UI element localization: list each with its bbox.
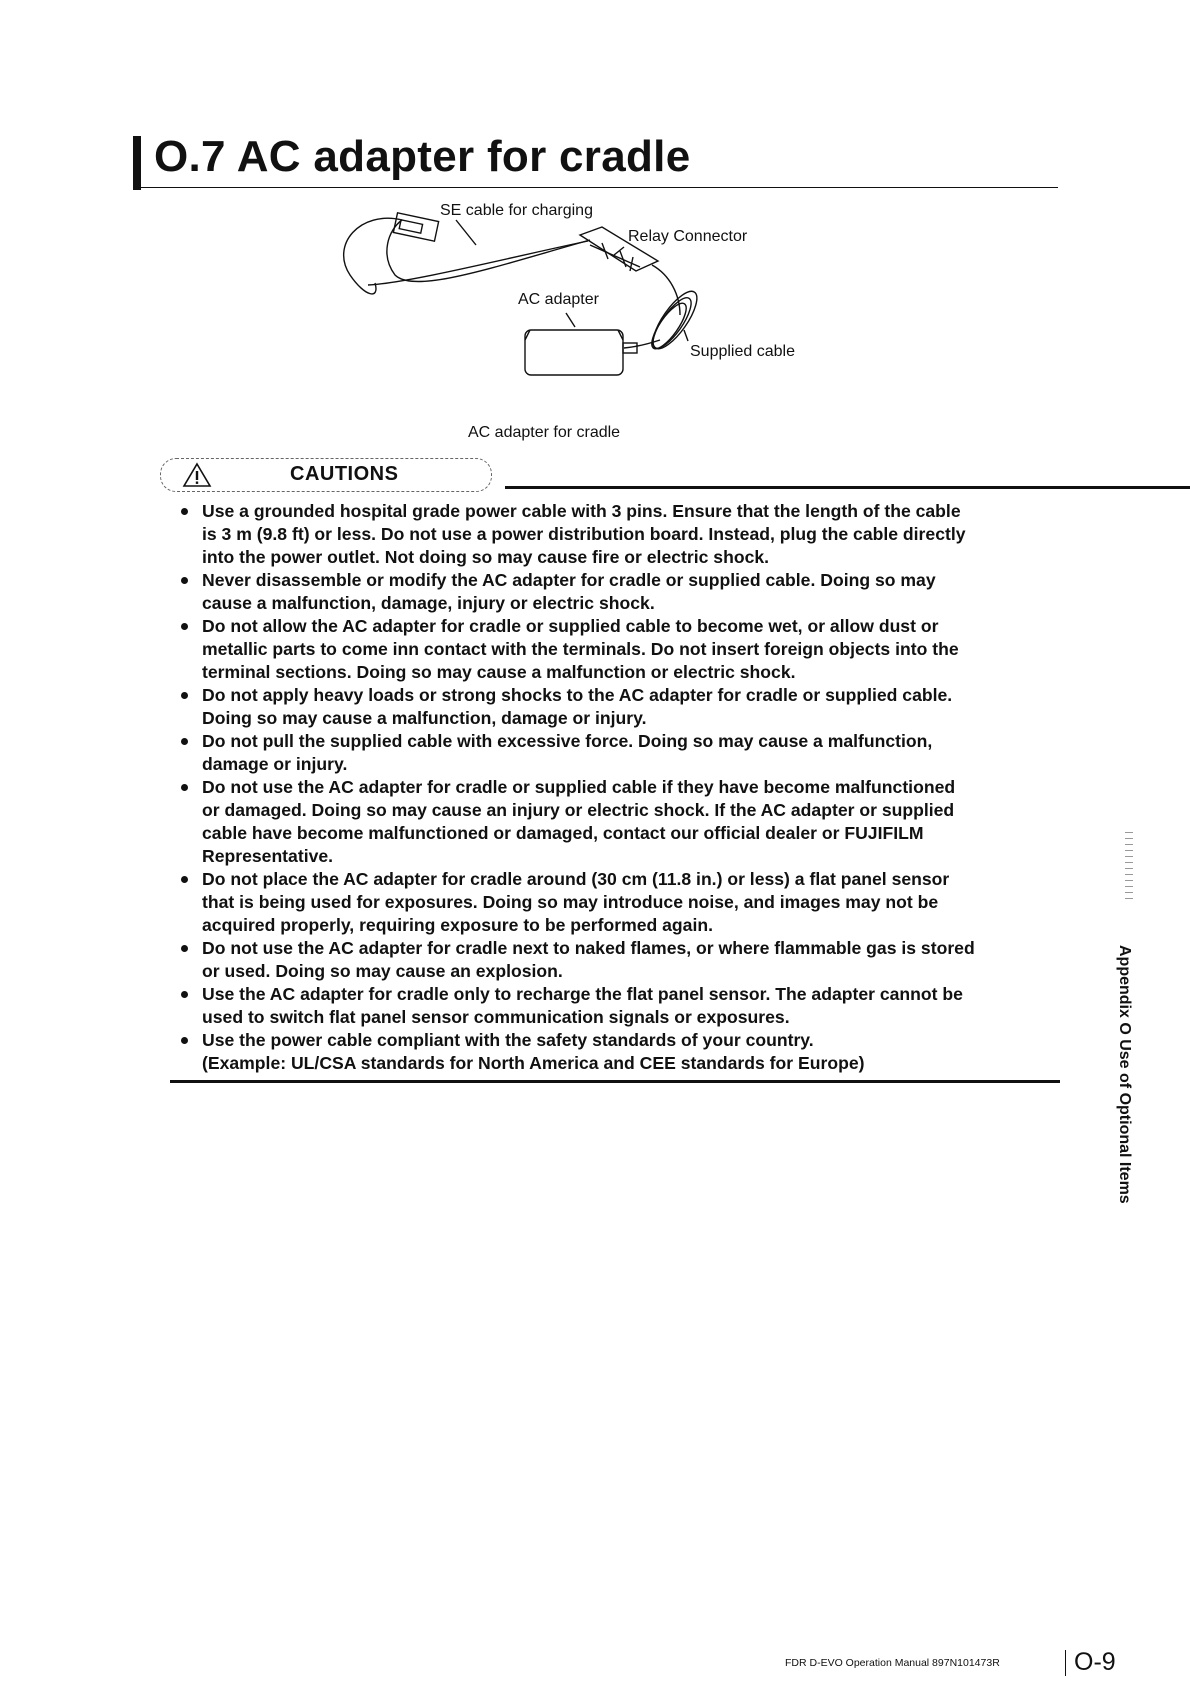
page-number: O-9: [1074, 1648, 1116, 1676]
caution-line: used to switch flat panel sensor communication signals or exposures.: [202, 1007, 790, 1027]
label-supplied-cable: Supplied cable: [690, 343, 795, 360]
cautions-rule: [505, 486, 1190, 489]
label-relay-connector: Relay Connector: [628, 228, 748, 245]
caution-line: (Example: UL/CSA standards for North America and CEE standards for Europe): [202, 1053, 865, 1073]
title-accent-bar: [133, 136, 141, 190]
caution-line: into the power outlet. Not doing so may cause fire or electric shock.: [202, 547, 770, 567]
label-se-cable: SE cable for charging: [440, 202, 593, 219]
caution-line: Do not apply heavy loads or strong shocks to the AC adapter for cradle or supplied cable.: [202, 685, 953, 705]
cautions-heading: CAUTIONS: [290, 463, 399, 485]
caution-line: cable have become malfunctioned or damaged, contact our official dealer or FUJIFILM: [202, 823, 924, 843]
caution-item: [172, 730, 1062, 776]
caution-line: Do not place the AC adapter for cradle around (30 cm (11.8 in.) or less) a flat panel sensor: [202, 869, 950, 889]
caution-line: cause a malfunction, damage, injury or electric shock.: [202, 593, 655, 613]
caution-item: [172, 684, 1062, 730]
caution-line: Do not use the AC adapter for cradle next to naked flames, or where flammable gas is stored: [202, 938, 975, 958]
caution-line: or damaged. Doing so may cause an injury or electric shock. If the AC adapter or supplied: [202, 800, 955, 820]
caution-line: Do not allow the AC adapter for cradle or supplied cable to become wet, or allow dust or: [202, 616, 939, 636]
caution-item: [172, 868, 1062, 937]
footer-manual-id: FDR D-EVO Operation Manual 897N101473R: [785, 1657, 1000, 1669]
caution-line: Do not use the AC adapter for cradle or supplied cable if they have become malfunctioned: [202, 777, 956, 797]
page-footer: [785, 1648, 1115, 1678]
caution-item: [172, 937, 1062, 983]
warning-triangle-icon: [182, 462, 212, 488]
caution-line: Do not pull the supplied cable with excessive force. Doing so may cause a malfunction,: [202, 731, 933, 751]
title-underline: [133, 187, 1058, 188]
caution-line: terminal sections. Doing so may cause a malfunction or electric shock.: [202, 662, 796, 682]
caution-line: or used. Doing so may cause an explosion.: [202, 961, 563, 981]
side-tab-label: Appendix O Use of Optional Items: [1116, 945, 1133, 1204]
caution-item: [172, 500, 1062, 569]
page-title: O.7 AC adapter for cradle: [154, 132, 691, 181]
cautions-header: [160, 458, 1060, 498]
cautions-bottom-rule: [170, 1080, 1060, 1083]
caution-line: metallic parts to come inn contact with the terminals. Do not insert foreign objects into the: [202, 639, 959, 659]
ac-adapter-illustration: [340, 205, 880, 420]
figure-caption: AC adapter for cradle: [468, 424, 621, 441]
caution-item: [172, 615, 1062, 684]
caution-line: acquired properly, requiring exposure to be performed again.: [202, 915, 713, 935]
caution-line: is 3 m (9.8 ft) or less. Do not use a power distribution board. Instead, plug the cable directly: [202, 524, 966, 544]
caution-line: damage or injury.: [202, 754, 348, 774]
caution-line: Use the power cable compliant with the safety standards of your country.: [202, 1030, 814, 1050]
caution-line: Never disassemble or modify the AC adapter for cradle or supplied cable. Doing so may: [202, 570, 936, 590]
caution-item: [172, 983, 1062, 1029]
side-index-marks: [1125, 832, 1133, 912]
caution-item: [172, 569, 1062, 615]
ac-adapter-figure: [340, 202, 880, 420]
caution-line: Use the AC adapter for cradle only to recharge the flat panel sensor. The adapter cannot be: [202, 984, 963, 1004]
caution-line: Doing so may cause a malfunction, damage or injury.: [202, 708, 647, 728]
footer-separator: [1065, 1650, 1066, 1676]
cautions-list: [172, 500, 1062, 1075]
caution-item: [172, 1029, 1062, 1075]
label-ac-adapter: AC adapter: [518, 291, 599, 308]
caution-line: Use a grounded hospital grade power cable with 3 pins. Ensure that the length of the cable: [202, 501, 961, 521]
caution-item: [172, 776, 1062, 868]
caution-line: that is being used for exposures. Doing so may introduce noise, and images may not be: [202, 892, 939, 912]
caution-line: Representative.: [202, 846, 334, 866]
